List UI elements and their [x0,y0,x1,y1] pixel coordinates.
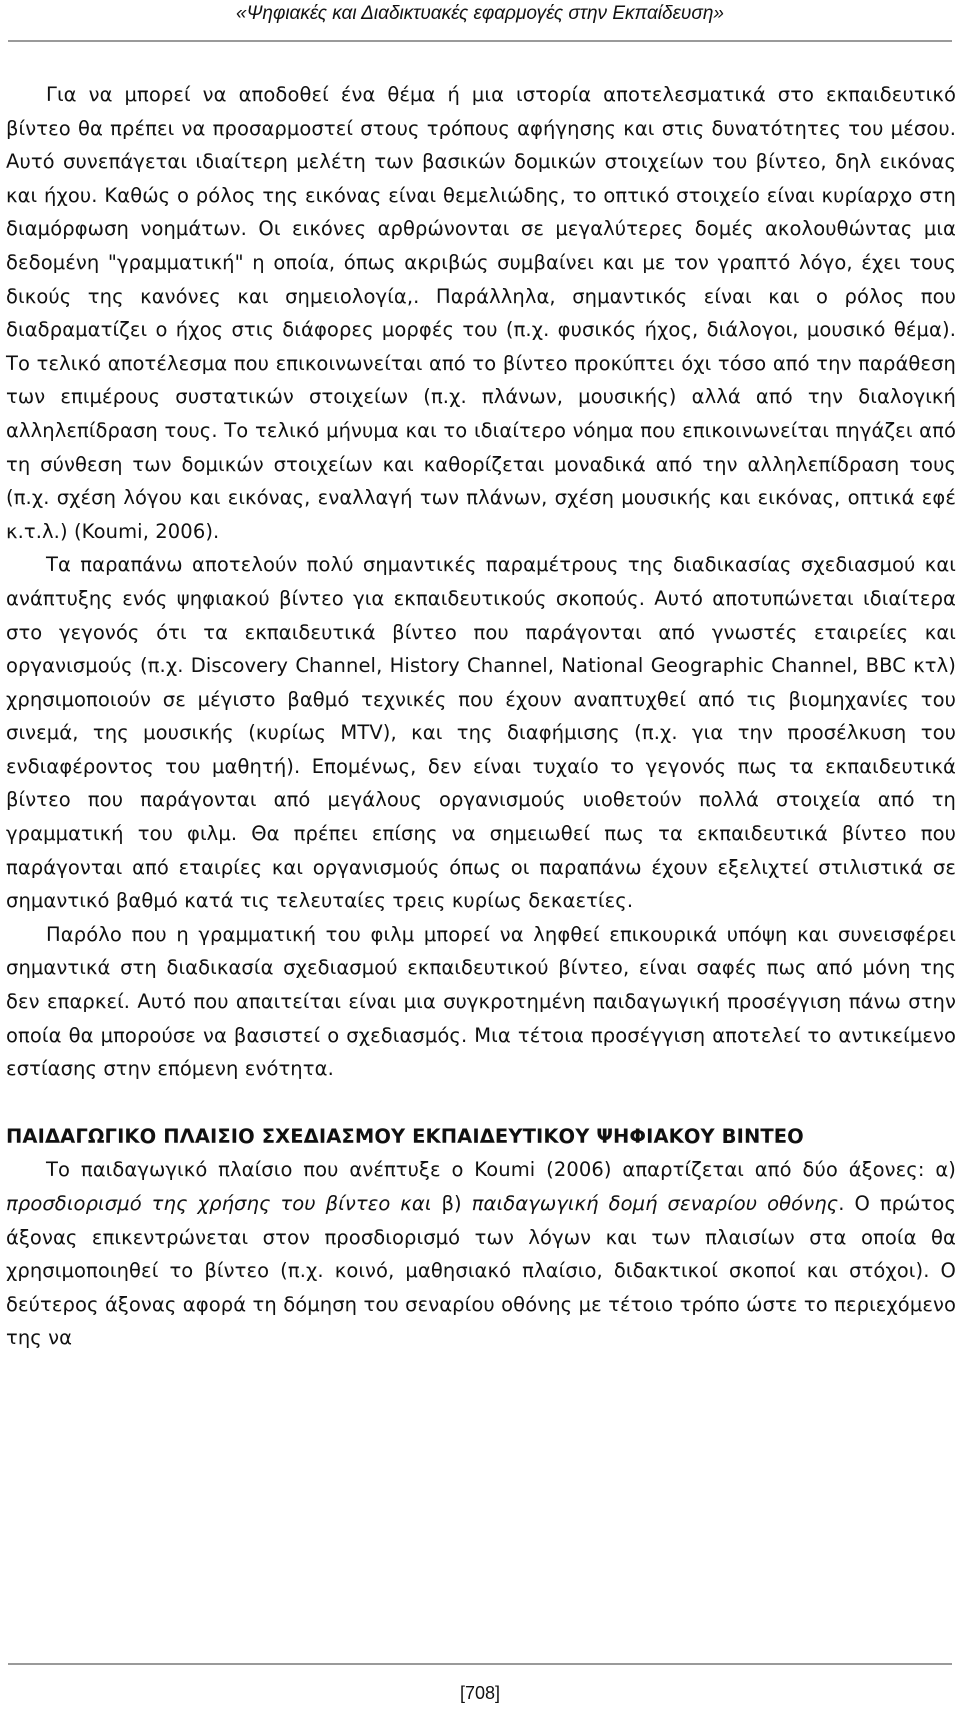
footer-divider [8,1663,952,1665]
paragraph-4-italic-2: παιδαγωγική δομή σεναρίου οθόνης [471,1192,839,1215]
paragraph-4-text-2: β) [431,1192,472,1215]
paragraph-4-italic-1: προσδιορισμό της χρήσης του βίντεο και [6,1192,432,1215]
paragraph-4-text-3: . Ο πρώτος άξονας επικεντρώνεται στον προσδιορισμό των λόγων και των πλαισίων στα οποία θα χρησιμοποιηθεί το βίντεο (π.χ. κοινό, μαθησιακό πλαίσιο, διδακτικοί σκοποί και στόχοι). Ο δεύτερος άξονας αφορά τη δόμηση του σεναρίου οθόνης με τέτοιο τρόπο ώστε το περιεχόμενο της να [6,1192,956,1350]
paragraph-4-text-1: Το παιδαγωγικό πλαίσιο που ανέπτυξε ο Koumi (2006) απαρτίζεται από δύο άξονες: α) [46,1158,956,1182]
body-paragraph-2: Τα παραπάνω αποτελούν πολύ σημαντικές παραμέτρους της διαδικασίας σχεδιασμού και ανάπτυξης ενός ψηφιακού βίντεο για εκπαιδευτικούς σκοπούς. Αυτό αποτυπώνεται ιδιαίτερα στο γεγονός ότι τα εκπαιδευτικά βίντεο που παράγονται από γνωστές εταιρείες και οργανισμούς (π.χ. Discovery Channel, History Channel, National Geographic Channel, BBC κτλ) χρησιμοποιούν σε μέγιστο βαθμό τεχνικές που έχουν αναπτυχθεί από τις βιομηχανίες του σινεμά, της μουσικής (κυρίως MTV), και της διαφήμισης (π.χ. για την προσέλκυση του ενδιαφέροντος του μαθητή). Επομένως, δεν είναι τυχαίο το γεγονός πως τα εκπαιδευτικά βίντεο που παράγονται από μεγάλους οργανισμούς υιοθετούν πολλά στοιχεία από τη γραμματική του φιλμ. Θα πρέπει επίσης να σημειωθεί πως τα εκπαιδευτικά βίντεο που παράγονται από εταιρίες και οργανισμούς όπως οι παραπάνω έχουν εξελιχτεί στιλιστικά σε σημαντικό βαθμό κατά τις τελευταίες τρεις κυρίως δεκαετίες. [6,553,956,913]
running-header-title: «Ψηφιακές και Διαδικτυακές εφαρμογές στην Εκπαίδευση» [236,3,724,24]
body-paragraph-1: Για να μπορεί να αποδοθεί ένα θέμα ή μια ιστορία αποτελεσματικά στο εκπαιδευτικό βίντεο θα πρέπει να προσαρμοστεί στους τρόπους αφήγησης και στις δυνατότητες του μέσου. Αυτό συνεπάγεται ιδιαίτερη μελέτη των βασικών δομικών στοιχείων του βίντεο, δηλ εικόνας και ήχου. Καθώς ο ρόλος της εικόνας είναι θεμελιώδης, το οπτικό στοιχείο είναι κυρίαρχο στη διαμόρφωση νοημάτων. Οι εικόνες αρθρώνονται σε μεγαλύτερες δομές ακολουθώντας μια δεδομένη "γραμματική" η οποία, όπως ακριβώς συμβαίνει και με τον γραπτό λόγο, έχει τους δικούς της κανόνες και σημειολογία,. Παράλληλα, σημαντικός είναι και ο ρόλος που διαδραματίζει ο ήχος στις διάφορες μορφές του (π.χ. φυσικός ήχος, διάλογοι, μουσικό θέμα). Το τελικό αποτέλεσμα που επικοινωνείται από το βίντεο προκύπτει όχι τόσο από την παράθεση των επιμέρους συστατικών στοιχείων (π.χ. πλάνων, μουσικής) αλλά από την διαλογική αλληλεπίδραση τους. Το τελικό μήνυμα και το ιδιαίτερο νόημα που επικοινωνείται πηγάζει από τη σύνθεση των δομικών στοιχείων και καθορίζεται μοναδικά από την αλληλεπίδραση τους (π.χ. σχέση λόγου και εικόνας, εναλλαγή των πλάνων, σχέση μουσικής και εικόνας, οπτικά εφέ κ.τ.λ.) (Koumi, 2006). [6,83,956,543]
body-paragraph-4 [6,1153,956,1355]
running-header [0,0,960,40]
page-number: [708] [459,1683,501,1703]
section-heading: ΠΑΙΔΑΓΩΓΙΚΟ ΠΛΑΙΣΙΟ ΣΧΕΔΙΑΣΜΟΥ ΕΚΠΑΙΔΕΥΤΙΚΟΥ ΨΗΦΙΑΚΟΥ ΒΙΝΤΕΟ [6,1124,804,1148]
body-paragraph-3: Παρόλο που η γραμματική του φιλμ μπορεί να ληφθεί επικουρικά υπόψη και συνεισφέρει σημαντικά στη διαδικασία σχεδιασμού εκπαιδευτικού βίντεο, είναι σαφές πως από μόνη της δεν επαρκεί. Αυτό που απαιτείται είναι μια συγκροτημένη παιδαγωγική προσέγγιση πάνω στην οποία θα μπορούσε να βασιστεί ο σχεδιασμός. Μια τέτοια προσέγγιση αποτελεί το αντικείμενο εστίασης στην επόμενη ενότητα. [6,922,956,1081]
header-divider [8,40,952,42]
page-body [6,78,956,1355]
